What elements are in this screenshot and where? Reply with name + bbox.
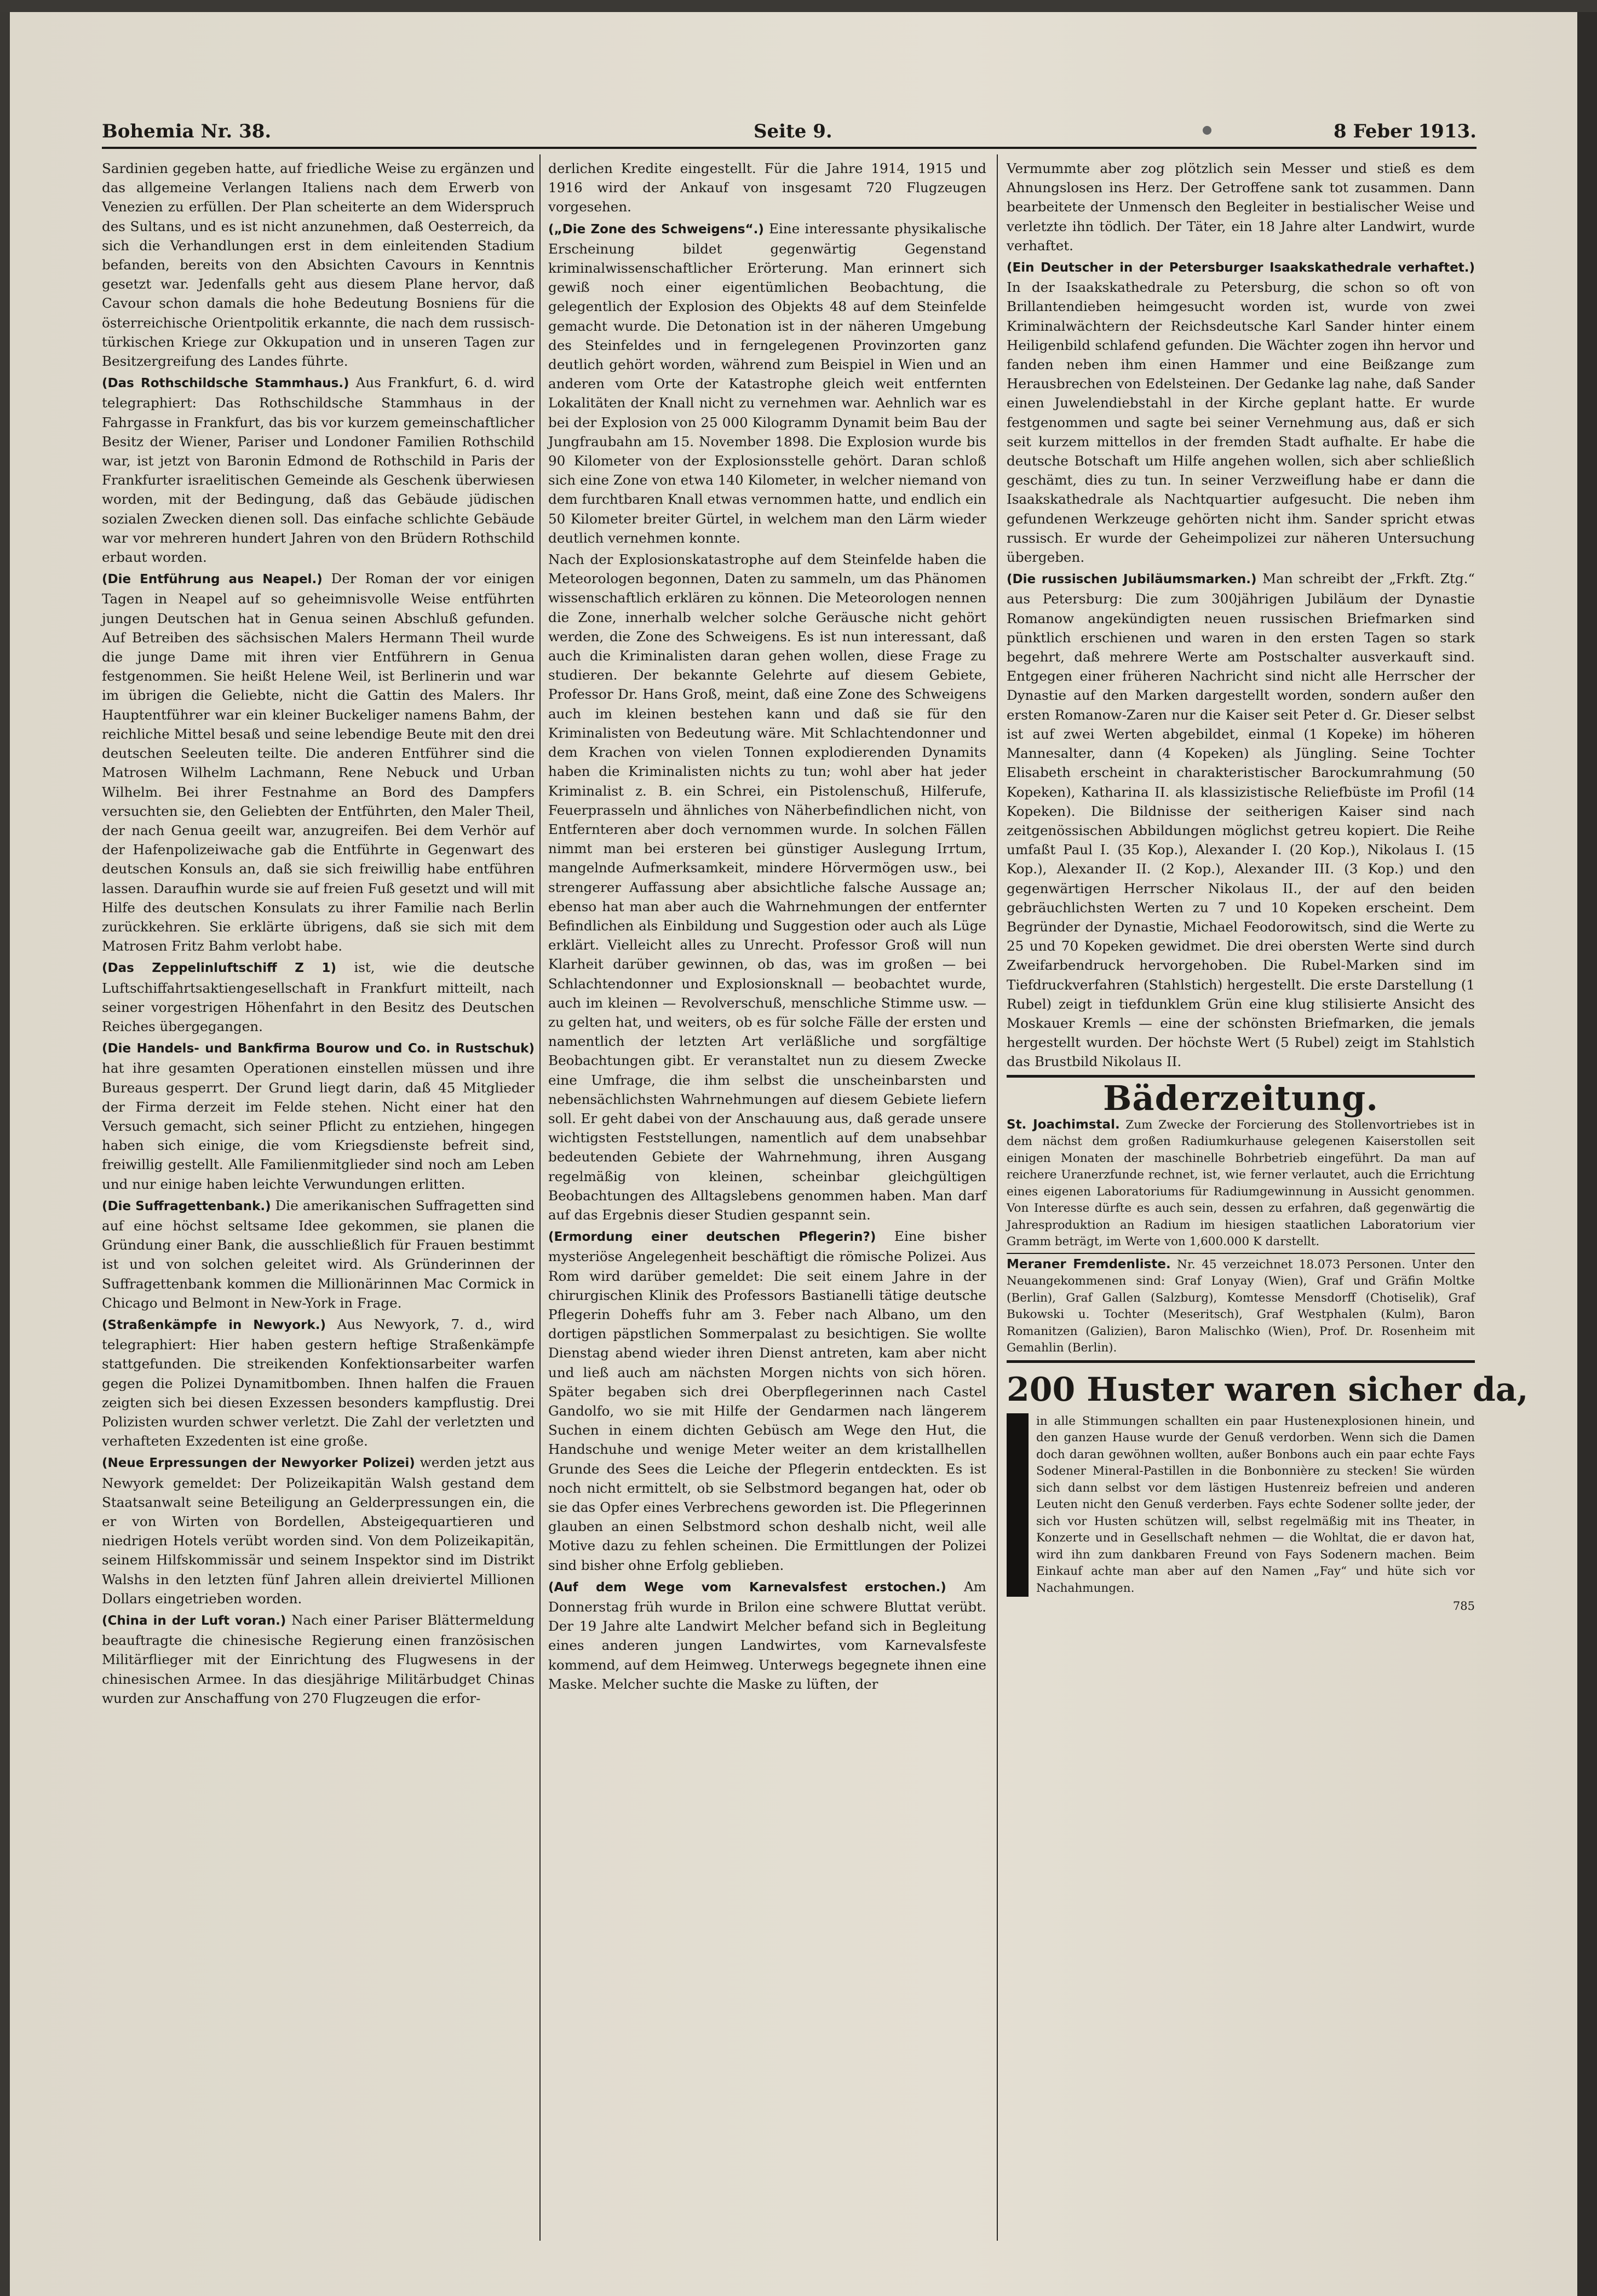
article-heading: (China in der Luft voran.) [102,1614,286,1629]
article-text: derlichen Kredite eingestellt. Für die Jahre 1914, 1915 und 1916 wird der Ankauf von insgesamt 720 Flugzeugen vorgesehen. [548,160,986,215]
article-heading: (Straßenkämpfe in Newyork.) [102,1317,326,1332]
bullet-mark [1203,126,1211,135]
column-3 [1007,159,1529,2251]
article-paragraph [1007,159,1475,255]
article-text: Am Donnerstag früh wurde in Brilon eine schwere Bluttat verübt. Der 19 Jahre alte Landwirt Melcher befand sich in Begleitung eines anderen jungen Landwirtes, vom Karnevalsfeste kommend, auf dem Heimweg. Unterwegs begegnete ihnen eine Maske. Melcher suchte die Maske zu lüften, der [548,1578,986,1692]
article-text: Nach einer Pariser Blättermeldung beauftragte die chinesische Regierung einen französischen Militärflieger mit der Einrichtung des Flugwesens in der chinesischen Armee. In das diesjährige Militärbudget Chinas wurden zur Anschaffung von 270 Flugzeugen die erfor- [102,1612,535,1706]
baeder-items [1007,1117,1475,1357]
article-paragraph [548,219,986,548]
article-heading: (Ein Deutscher in der Petersburger Isaakskathedrale verhaftet.) [1007,261,1475,275]
header-rule [102,147,1477,149]
article-paragraph [102,958,535,1036]
article-paragraph [102,1610,535,1708]
issue-date: 8 Feber 1913. [1333,120,1477,142]
article-paragraph [102,1315,535,1451]
article-paragraph [102,1453,535,1608]
advertisement [1007,1370,1529,1616]
article-paragraph [1007,257,1475,567]
article-paragraph [548,550,986,1224]
article-text: werden jetzt aus Newyork gemeldet: Der Polizeikapitän Walsh gestand dem Staatsanwalt seine Beteiligung an Gelderpressungen ein, die er von Wirten von Bordellen, Absteigequartieren und niedrigen Hotels verübt worden sind. Von dem Polizeikapitän, seinem Hilfskommissär und seinem Inspektor sind im Distrikt Walshs in den letzten fünf Jahren allein dreiviertel Millionen Dollars eingetrieben worden. [102,1454,535,1607]
article-heading: (Neue Erpressungen der Newyorker Polizei) [102,1456,415,1471]
section-title: Bäderzeitung. [1103,1078,1378,1118]
column-2 [548,159,986,2251]
article-heading: („Die Zone des Schweigens“.) [548,222,764,237]
issue-label: Bohemia Nr. 38. [102,120,272,142]
column-3-articles [1007,159,1475,1072]
article-paragraph [102,159,535,371]
ad-bar [1007,1413,1029,1597]
article-text: Sardinien gegeben hatte, auf friedliche Weise zu ergänzen und das allgemeine Verlangen Italiens nach dem Erwerb von Venezien zu erfüllen. Der Plan scheiterte an dem Widerspruch des Sultans, und es ist nicht anzunehmen, daß Oesterreich, da sich die Verhandlungen erst in dem einleitenden Stadium befanden, bereits von den Absichten Cavours in Kenntnis gesetzt war. Jedenfalls geht aus diesem Plane hervor, daß Cavour schon damals die hohe Bedeutung Bosniens für die österreichische Orientpolitik erkannte, die nach dem russisch-türkischen Kriege zur Okkupation und in unseren Tagen zur Besitzergreifung des Landes führte. [102,160,535,370]
article-text: Man schreibt der „Frkft. Ztg.“ aus Petersburg: Die zum 300jährigen Jubiläum der Dynastie Romanow angekündigten neuen russischen Briefmarken sind pünktlich erschienen und waren in den ersten Tagen so stark begehrt, daß mehrere Werte am Postschalter ausverkauft sind. Entgegen einer früheren Nachricht sind nicht alle Herrscher der Dynastie auf den Marken dargestellt worden, sondern außer den ersten Romanow-Zaren nur die Kaiser seit Peter d. Gr. Dieser selbst ist auf zwei Werten abgebildet, einmal (1 Kopeke) im höheren Mannesalter, dann (4 Kopeken) als Jüngling. Seine Tochter Elisabeth erscheint in charakteristischer Barockumrahmung (50 Kopeken), Katharina II. als klassizistische Reliefbüste im Profil (14 Kopeken). Die Bildnisse der seitherigen Kaiser sind nach zeitgenössischen Abbildungen möglichst getreu kopiert. Die Reihe umfaßt Paul I. (35 Kop.), Alexander I. (20 Kop.), Nikolaus I. (15 Kop.), Alexander II. (2 Kop.), Alexander III. (3 Kop.) und den gegenwärtigen Herrscher Nikolaus II., der auf den beiden gebräuchlichsten Werten zu 7 und 10 Kopeken erscheint. Dem Begründer der Dynastie, Michael Feodorowitsch, sind die Werte zu 25 und 70 Kopeken gewidmet. Die drei obersten Werte sind durch Zweifarbendruck hervorgehoben. Die Rubel-Marken sind im Tiefdruckverfahren (Stahlstich) hergestellt. Die erste Darstellung (1 Rubel) zeigt in tiefdunklem Grün eine klug stilisierte Ansicht des Moskauer Kremls — eine der schönsten Briefmarken, die jemals hergestellt wurden. Der höchste Wert (5 Rubel) zeigt im Stahlstich das Brustbild Nikolaus II. [1007,571,1475,1070]
ad-number: 785 [1452,1599,1475,1613]
article-text: Vermummte aber zog plötzlich sein Messer und stieß es dem Ahnungslosen ins Herz. Der Getroffene sank tot zusammen. Dann bearbeitete der Unmensch den Begleiter in bestialischer Weise und verletzte ihn tödlich. Der Täter, ein 18 Jahre alter Landwirt, wurde verhaftet. [1007,160,1475,254]
article-heading: (Die Suffragettenbank.) [102,1199,271,1213]
baeder-item [1007,1117,1475,1251]
article-text: Aus Frankfurt, 6. d. wird telegraphiert: Das Rothschildsche Stammhaus in der Fahrgasse in Frankfurt, das bis vor kurzem gemeinschaftlicher Besitz der Wiener, Pariser und Londoner Familien Rothschild war, ist jetzt von Baronin Edmond de Rothschild in Paris der Frankfurter israelitischen Gemeinde als Geschenk überwiesen worden, mit der Bedingung, daß das Gebäude jüdischen sozialen Zwecken dienen soll. Das einfache schlichte Gebäude war vor mehreren hundert Jahren von den Brüdern Rothschild erbaut worden. [102,375,535,566]
article-heading: (Auf dem Wege vom Karnevalsfest erstochen.) [548,1580,946,1595]
ad-body [1007,1413,1475,1597]
baeder-heading: St. Joachimstal. [1007,1117,1120,1132]
article-text: Aus Newyork, 7. d., wird telegraphiert: Hier haben gestern heftige Straßenkämpfe stattgefunden. Die streikenden Konfektionsarbeiter warfen gegen die Polizei Dynamitbomben. Ihnen halfen die Frauen zeigten sich bei diesen Exzessen besonders kampflustig. Drei Polizisten wurden schwer verletzt. Die Zahl der verletzten und verhafteten Exzedenten ist eine große. [102,1316,535,1449]
column-rule [997,154,998,2241]
section-rule [1007,1360,1475,1363]
article-paragraph [1007,569,1475,1071]
baeder-text: Zum Zwecke der Forcierung des Stollenvortriebes ist in dem nächst dem großen Radiumkurhause gelegenen Kaiserstollen seit einigen Monaten der maschinelle Bohrbetrieb eingeführt. Da man auf reichere Uranerzfunde rechnet, ist, wie ferner verlautet, auch die Errichtung eines eigenen Laboratoriums für Radiumgewinnung in Aussicht genommen. Von Interesse dürfte es auch sein, dessen zu erfahren, daß gegenwärtig die Jahresproduktion an Radium im hiesigen staatlichen Laboratorium vier Gramm beträgt, im Werte von 1,600.000 K darstellt. [1007,1118,1475,1249]
article-heading: (Die russischen Jubiläumsmarken.) [1007,572,1257,587]
page-number: Seite 9. [754,120,832,142]
article-heading: (Die Entführung aus Neapel.) [102,572,323,587]
article-text: Eine bisher mysteriöse Angelegenheit beschäftigt die römische Polizei. Aus Rom wird darüber gemeldet: Die seit einem Jahre in der chirurgischen Klinik des Professors Bastianelli tätige deutsche Pflegerin Doheffs fuhr am 3. Feber nach Albano, um den dortigen päpstlichen Sommerpalast zu besichtigen. Sie wollte Dienstag abend wieder ihren Dienst antreten, kam aber nicht und ließ auch am nächsten Morgen nichts von sich hören. Später begaben sich drei Oberpflegerinnen nach Castel Gandolfo, wo sie mit Hilfe der Gendarmen nach längerem Suchen in einem dichten Gebüsch am Wege den Hut, die Handschuhe und wenige Meter weiter an dem kristallhellen Grunde des Sees die Leiche der Pflegerin entdeckten. Es ist noch nicht ermittelt, ob sie Selbstmord begangen hat, oder ob sie das Opfer eines Verbrechens geworden ist. Die Pflegerinnen glauben an einen Selbstmord schon deshalb nicht, weil alle Motive dazu zu fehlen scheinen. Die Ermittlungen der Polizei sind bisher ohne Erfolg geblieben. [548,1228,986,1573]
baeder-text: Nr. 45 verzeichnet 18.073 Personen. Unter den Neuangekommenen sind: Graf Lonyay (Wien), Graf und Gräfin Moltke (Berlin), Graf Gallen (Salzburg), Komtesse Mensdorff (Chotiselik), Graf Bukowski u. Tochter (Meseritsch), Graf Westphalen (Kulm), Baron Romanitzen (Galizien), Baron Malischko (Wien), Prof. Dr. Rosenheim mit Gemahlin (Berlin). [1007,1257,1475,1355]
ad-title: 200 Huster waren sicher da, [1007,1370,1529,1409]
baeder-heading: Meraner Fremdenliste. [1007,1257,1171,1271]
column-rule [539,154,541,2241]
article-paragraph [102,1196,535,1313]
article-heading: (Das Zeppelinluftschiff Z 1) [102,961,336,976]
article-paragraph [548,1227,986,1575]
scan-edge [0,0,1597,12]
item-rule [1007,1253,1475,1254]
section-rule [1007,1075,1475,1078]
article-paragraph [548,1577,986,1694]
article-heading: (Ermordung einer deutschen Pflegerin?) [548,1230,876,1245]
article-paragraph [102,373,535,567]
article-text: ist, wie die deutsche Luftschiffahrtsaktiengesellschaft in Frankfurt mitteilt, nach seiner vorgestrigen Höhenfahrt in den Besitz des Deutschen Reiches übergegangen. [102,959,535,1034]
article-paragraph [102,1038,535,1194]
article-text: Eine interessante physikalische Erscheinung bildet gegenwärtig Gegenstand kriminalwissenschaftlicher Erörterung. Man erinnert sich gewiß noch einer eigentümlichen Beobachtung, die gelegentlich der Explosion des Objekts 48 auf dem Steinfelde gemacht wurde. Die Detonation ist in der näheren Umgebung des Steinfeldes und in ferngelegenen Provinzorten ganz deutlich gehört worden, während zum Beispiel in Wien und an anderen vom Orte der Katastrophe gleich weit entfernten Lokalitäten der Knall nicht zu vernehmen war. Aehnlich war es bei der Explosion von 25 000 Kilogramm Dynamit beim Bau der Jungfraubahn am 15. November 1898. Die Explosion wurde bis 90 Kilometer von der Explosionsstelle gehört. Daran schloß sich eine Zone von etwa 140 Kilometer, in welcher niemand von dem furchtbaren Knall etwas vernommen hatte, und endlich ein 50 Kilometer breiter Gürtel, in welchem man den Lärm wieder deutlich vernehmen konnte. [548,220,986,546]
article-text: Der Roman der vor einigen Tagen in Neapel auf so geheimnisvolle Weise entführten jungen Deutschen hat in Genua seinen Abschluß gefunden. Auf Betreiben des sächsischen Malers Hermann Theil wurde die junge Dame mit ihren vier Entführern in Genua festgenommen. Sie heißt Helene Weil, ist Berlinerin und war im übrigen die Geliebte, nicht die Gattin des Malers. Ihr Hauptentführer war ein kleiner Buckeliger namens Bahm, der reichliche Mittel besaß und seine lebendige Beute mit den drei deutschen Seeleuten teilte. Die anderen Entführer sind die Matrosen Wilhelm Lachmann, Rene Nebuck und Urban Wilhelm. Bei ihrer Festnahme an Bord des Dampfers versuchten sie, den Geliebten der Entführten, den Maler Theil, der nach Genua geeilt war, anzugreifen. Bei dem Verhör auf der Hafenpolizeiwache gab die Entführte in Gegenwart des deutschen Konsuls an, daß sie sich freiwillig habe entführen lassen. Daraufhin wurde sie auf freien Fuß gesetzt und will mit Hilfe des deutschen Konsulats zu ihrer Familie nach Berlin zurückkehren. Sie erklärte übrigens, daß sie sich mit dem Matrosen Fritz Bahm verlobt habe. [102,571,535,954]
baeder-item [1007,1256,1475,1357]
article-text: In der Isaakskathedrale zu Petersburg, die schon so oft von Brillantendieben heimgesucht worden ist, wurde von zwei Kriminalwächtern der Reichsdeutsche Karl Sander hinter einem Heiligenbild schlafend gefunden. Die Wächter zogen ihn hervor und fanden neben ihm einen Hammer und eine Beißzange zum Herausbrechen von Edelsteinen. Der Gedanke lag nahe, daß Sander einen Juwelendiebstahl in der Kirche geplant hatte. Er wurde festgenommen und sagte bei seiner Vernehmung aus, daß er sich seit kurzem mittellos in der fremden Stadt aufhalte. Er habe die deutsche Botschaft um Hilfe angehen wollen, sich aber schließlich geschämt, dies zu tun. In seiner Verzweiflung habe er dann die Isaakskathedrale als Nachtquartier aufgesucht. Die neben ihm gefundenen Werkzeuge gehörten nicht ihm. Sander spricht etwas russisch. Er wurde der Geheimpolizei zur näheren Untersuchung übergeben. [1007,279,1475,566]
article-text: hat ihre gesamten Operationen einstellen müssen und ihre Bureaus gesperrt. Der Grund liegt darin, daß 45 Mitglieder der Firma derzeit im Felde stehen. Nicht einer hat den Versuch gemacht, sich seiner Pflicht zu entziehen, hingegen haben sich einige, die vom Kriegsdienste befreit sind, freiwillig gestellt. Alle Familienmitglieder sind noch am Leben und nur einige haben leichte Verwundungen erlitten. [102,1060,535,1192]
article-paragraph [102,569,535,956]
page-header [102,116,1477,149]
article-heading: (Die Handels- und Bankfirma Bourow und Co. in Rustschuk) [102,1041,535,1056]
article-text: Die amerikanischen Suffragetten sind auf eine höchst seltsame Idee gekommen, sie planen die Gründung einer Bank, die ausschließlich für Frauen bestimmt ist und von solchen geleitet wird. Als Gründerinnen der Suffragettenbank kommen die Millionärinnen Mac Cormick in Chicago und Belmont in New-York in Frage. [102,1197,535,1311]
column-1 [102,159,535,2251]
article-heading: (Das Rothschildsche Stammhaus.) [102,376,349,391]
article-text: Nach der Explosionskatastrophe auf dem Steinfelde haben die Meteorologen begonnen, Daten zu sammeln, um das Phänomen wissenschaftlich erklären zu können. Die Meteorologen nennen die Zone, innerhalb welcher solche Geräusche nicht gehört werden, die Zone des Schweigens. Es ist nun interessant, daß auch die Kriminalisten daran gehen wollen, diese Frage zu studieren. Der bekannte Gelehrte auf diesem Gebiete, Professor Dr. Hans Groß, meint, daß eine Zone des Schweigens auch im kleinen bestehen kann und daß sie für den Kriminalisten von Bedeutung wäre. Mit Schlachtendonner und dem Krachen von vielen Tonnen explodierenden Dynamits haben die Kriminalisten nichts zu tun; wohl aber hat jeder Kriminalist z. B. ein Schrei, ein Pistolenschuß, Hilferufe, Feuerprasseln und ähnliches von Näherbefindlichen nicht, von Entfernteren aber doch vernommen wurde. In solchen Fällen nimmt man bei ersteren bei günstiger Auslegung Irrtum, mangelnde Aufmerksamkeit, mindere Hörvermögen usw., bei strengerer Auffassung aber absichtliche falsche Aussage an; ebenso hat man aber auch die Wahrnehmungen der entfernter Befindlichen als Einbildung und Suggestion oder auch als Lüge erklärt. Vielleicht alles zu Unrecht. Professor Groß will nun Klarheit darüber gewinnen, ob das, was im großen — bei Schlachtendonner und Explosionsknall — beobachtet wurde, auch im kleinen — Revolverschuß, menschliche Stimme usw. — zu gelten hat, und weiters, ob es für solche Fälle der ersten und namentlich der letzten Art verläßliche und sorgfältige Beobachtungen gibt. Er veranstaltet nun zu diesem Zwecke eine Umfrage, die ihm selbst die unscheinbarsten und nebensächlichsten Wahrnehmungen auf diesem Gebiete liefern soll. Er geht dabei von der Anschauung aus, daß gerade unsere wichtigsten Feststellungen, namentlich auf dem unabsehbar bedeutenden Gebiete der Wahrnehmung, ihren Ausgang regelmäßig von kleinen, scheinbar gleichgültigen Beobachtungen des Alltagslebens genommen haben. Man darf auf das Ergebnis dieser Studien gespannt sein. [548,551,986,1223]
ad-text: in alle Stimmungen schallten ein paar Hustenexplosionen hinein, und den ganzen Hause wurde der Genuß verdorben. Wenn sich die Damen doch daran gewöhnen wollten, außer Bonbons auch ein paar echte Fays Sodener Mineral-Pastillen in die Bonbonnière zu stecken! Sie würden sich dann selbst vor dem lästigen Hustenreiz befreien und anderen Leuten nicht den Genuß verderben. Fays echte Sodener sollte jeder, der sich vor Husten schützen will, selbst regelmäßig mit ins Theater, in Konzerte und in Gesellschaft nehmen — die Wohltat, die er davon hat, wird ihn zum dankbaren Freund von Fays Sodenern machen. Beim Einkauf achte man aber auf den Namen „Fay“ und hüte sich vor Nachahmungen. [1036,1414,1475,1595]
article-paragraph [548,159,986,217]
